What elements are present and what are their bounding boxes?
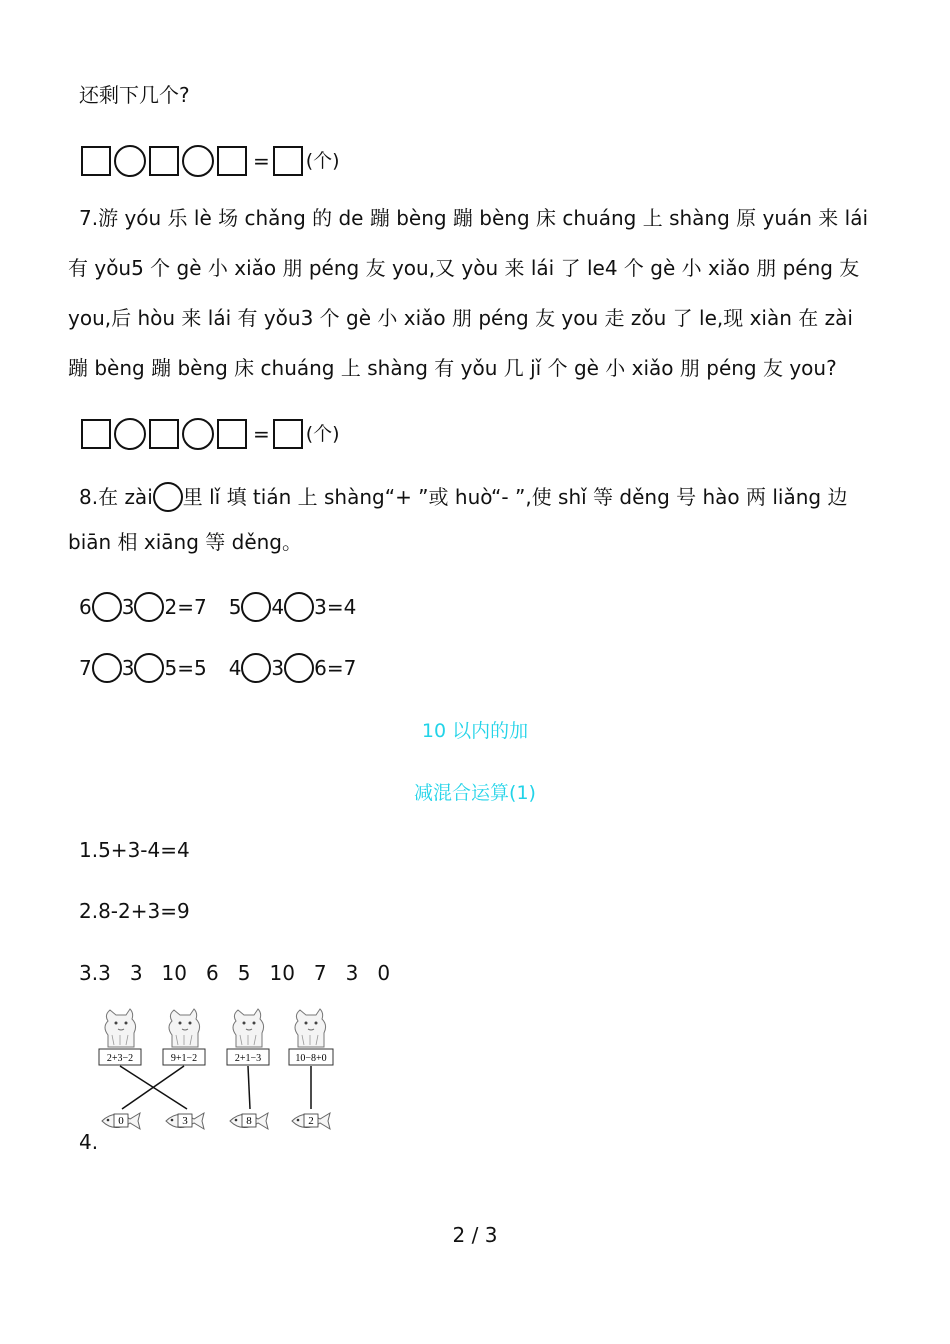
- operator-circle[interactable]: [92, 653, 122, 683]
- operator-circle[interactable]: [182, 418, 214, 450]
- answer-box[interactable]: [149, 419, 179, 449]
- answer-box[interactable]: [217, 146, 247, 176]
- operator-circle[interactable]: [134, 653, 164, 683]
- fish-number: 2: [308, 1115, 314, 1127]
- operator-circle[interactable]: [284, 592, 314, 622]
- number: 3: [121, 656, 135, 680]
- answer-value: 6: [206, 961, 219, 985]
- answer-2: 2.8-2+3=9: [79, 899, 190, 923]
- result-box[interactable]: [273, 419, 303, 449]
- answer-box[interactable]: [81, 146, 111, 176]
- question-7-line-3: you,后 hòu 来 lái 有 yǒu3 个 gè 小 xiǎo 朋 péng 友 you 走 zǒu 了 le,现 xiàn 在 zài: [68, 306, 853, 330]
- match-line: [248, 1066, 250, 1109]
- number: 5: [228, 595, 242, 619]
- answer-box[interactable]: [217, 419, 247, 449]
- fish-number: 0: [118, 1115, 124, 1127]
- answer-value: 0: [377, 961, 391, 985]
- question-8-line-2: biān 相 xiāng 等 děng。: [68, 530, 303, 554]
- question-8-row-2: [79, 653, 356, 683]
- number: 3: [271, 656, 285, 680]
- unit-label: (个): [305, 422, 340, 445]
- answer-value: 5: [237, 961, 251, 985]
- equation-result: 3=4: [314, 595, 357, 619]
- cat-fish-matching-diagram: [92, 1003, 342, 1138]
- equation-result: 2=7: [164, 595, 207, 619]
- result-box[interactable]: [273, 146, 303, 176]
- fish-number: 8: [246, 1115, 252, 1127]
- operator-circle[interactable]: [92, 592, 122, 622]
- question-8-line-1: [79, 482, 847, 512]
- cat-expression: 2+3−2: [106, 1053, 134, 1064]
- cat-expression: 9+1−2: [170, 1053, 198, 1064]
- cat-expression: 10−8+0: [295, 1053, 327, 1064]
- cat-expression: 2+1−3: [234, 1053, 262, 1064]
- page-number: 2 / 3: [452, 1223, 498, 1247]
- equals-sign: =: [253, 149, 270, 173]
- operator-circle-example: [153, 482, 183, 512]
- question-7-line-1: 7.游 yóu 乐 lè 场 chǎng 的 de 蹦 bèng 蹦 bèng 床 chuáng 上 shàng 原 yuán 来 lái: [79, 206, 869, 230]
- equation-result: 6=7: [314, 656, 357, 680]
- answer-heading-line-2: 减混合运算(1): [414, 782, 536, 804]
- answer-value: 10: [161, 961, 187, 985]
- operator-circle[interactable]: [284, 653, 314, 683]
- question-7-line-4: 蹦 bèng 蹦 bèng 床 chuáng 上 shàng 有 yǒu 几 jǐ 个 gè 小 xiǎo 朋 péng 友 you?: [68, 356, 837, 380]
- question-6-prompt: 还剩下几个?: [79, 83, 190, 107]
- answer-box[interactable]: [149, 146, 179, 176]
- question-7-answer-row: [81, 418, 340, 450]
- number: 6: [79, 595, 92, 619]
- answer-1: 1.5+3-4=4: [79, 838, 190, 862]
- equation-result: 5=5: [164, 656, 207, 680]
- answer-value: 10: [269, 961, 295, 985]
- equals-sign: =: [253, 422, 270, 446]
- answer-box[interactable]: [81, 419, 111, 449]
- answer-value: 7: [313, 961, 327, 985]
- question-8-instruction: 里 lǐ 填 tián 上 shàng“+ ”或 huò“- ”,使 shǐ 等 děng 号 hào 两 liǎng 边: [182, 485, 848, 509]
- operator-circle[interactable]: [114, 418, 146, 450]
- fish-number: 3: [182, 1115, 188, 1127]
- answer-heading-line-1: 10 以内的加: [421, 720, 529, 742]
- answer-3-label: 3.3: [79, 961, 111, 985]
- cat-icon: [233, 1009, 264, 1047]
- number: 3: [121, 595, 135, 619]
- cat-icon: [169, 1009, 200, 1047]
- number: 4: [271, 595, 285, 619]
- answer-3: [79, 963, 409, 983]
- question-7-line-2: 有 yǒu5 个 gè 小 xiǎo 朋 péng 友 you,又 yòu 来 lái 了 le4 个 gè 小 xiǎo 朋 péng 友: [68, 256, 860, 280]
- operator-circle[interactable]: [134, 592, 164, 622]
- operator-circle[interactable]: [241, 592, 271, 622]
- answer-4-label: 4.: [79, 1130, 99, 1154]
- cat-icon: [105, 1009, 136, 1047]
- cat-icon: [295, 1009, 326, 1047]
- number: 7: [79, 656, 92, 680]
- answer-value: 3: [129, 961, 143, 985]
- operator-circle[interactable]: [182, 145, 214, 177]
- operator-circle[interactable]: [114, 145, 146, 177]
- number: 4: [228, 656, 242, 680]
- operator-circle[interactable]: [241, 653, 271, 683]
- question-8-prefix: 8.在 zài: [79, 485, 153, 509]
- answer-value: 3: [345, 961, 359, 985]
- unit-label: (个): [305, 149, 340, 172]
- question-6-answer-row: [81, 145, 340, 177]
- question-8-row-1: [79, 592, 356, 622]
